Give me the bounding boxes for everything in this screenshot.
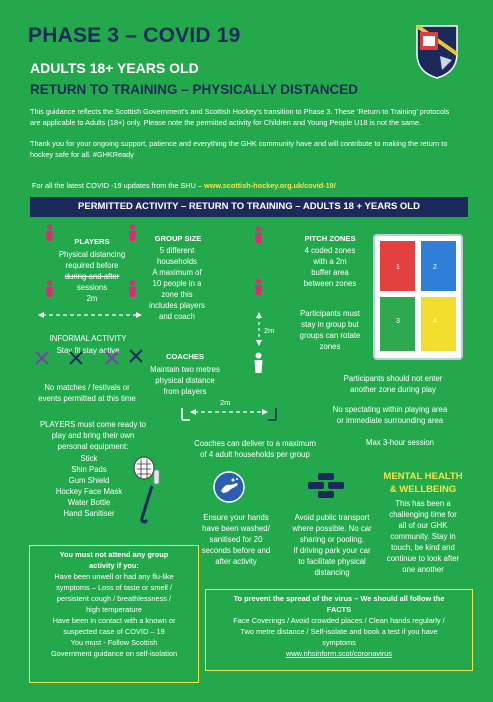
rule-line: another zone during play xyxy=(350,385,436,394)
facts-box xyxy=(205,589,473,671)
intro-paragraph-2: Thank you for your ongoing support, patience and everything the GHK community have and will contribute to making the return to hockey safe for all. #GHKReady xyxy=(30,139,448,159)
vertical-distance-arrow-icon xyxy=(255,312,263,346)
distance-label: 2m xyxy=(220,398,231,407)
equipment-item: Water Bottle xyxy=(67,498,111,507)
equipment-line: personal equipment: xyxy=(57,442,129,451)
pitch-zone-2 xyxy=(419,241,456,293)
group-size-line: households xyxy=(157,257,197,266)
coaches-line: from players xyxy=(163,387,207,396)
participants-line: zones xyxy=(319,342,341,351)
facts-line: Two metre distance / Self-isolate and book a test if you have xyxy=(240,627,438,636)
group-size-line: A maximum of xyxy=(152,268,202,277)
mental-heading-line: MENTAL HEALTH xyxy=(383,471,463,482)
player-icon xyxy=(45,224,54,242)
must-not-line: suspected case of COVID – 19 xyxy=(63,627,165,636)
informal-line: Stay fit stay active xyxy=(56,346,120,355)
players-line: 2m xyxy=(86,294,98,303)
facts-text xyxy=(206,615,472,659)
rule-no-spectating xyxy=(312,404,468,426)
equipment-item: Stick xyxy=(80,454,98,463)
equipment-list xyxy=(44,453,134,519)
section-title: RETURN TO TRAINING – PHYSICALLY DISTANCED xyxy=(30,82,359,97)
page-subtitle: ADULTS 18+ YEARS OLD xyxy=(30,60,199,76)
pitch-zones-line: with a 2m xyxy=(313,257,347,266)
coaches-deliver-line: Coaches can deliver to a maximum xyxy=(194,439,316,448)
pitch-diagram xyxy=(373,234,463,360)
must-not-line: You must - Follow Scottish xyxy=(70,638,158,647)
group-size-text xyxy=(130,245,224,322)
pitch-zones-line: buffer area xyxy=(311,268,349,277)
participants-line: Participants must xyxy=(300,309,360,318)
facts-heading-line: To prevent the spread of the virus – We should all follow the xyxy=(233,594,445,603)
players-line: required before xyxy=(65,261,119,270)
distance-arrow-icon xyxy=(38,311,142,319)
players-line: sessions xyxy=(76,283,108,292)
mental-line: touch, be kind and xyxy=(391,543,455,552)
equipment-line: PLAYERS must come ready to xyxy=(39,420,147,429)
must-not-heading-line: activity if you: xyxy=(89,561,139,570)
coach-icon xyxy=(253,352,264,374)
no-matches-line: events permitted at this time xyxy=(38,394,136,403)
pitch-zones-text xyxy=(285,245,375,289)
group-size-line: 5 different xyxy=(159,246,195,255)
coaches-deliver-line: of 4 adult households per group xyxy=(200,450,310,459)
players-line: during and after xyxy=(64,272,120,281)
must-not-line: Have been in contact with a known or xyxy=(52,616,176,625)
mental-line: all of our GHK xyxy=(398,521,448,530)
player-icon xyxy=(254,226,263,244)
informal-heading: INFORMAL ACTIVITY xyxy=(49,334,127,343)
hands-text xyxy=(190,512,282,567)
hand-washing-icon xyxy=(213,471,245,503)
updates-prefix: For all the latest COVID -19 updates from the SHU – xyxy=(32,181,204,190)
traffic-cars-icon xyxy=(306,471,346,501)
hockey-face-mask-icon xyxy=(132,456,166,524)
hands-line: seconds before and xyxy=(201,546,271,555)
mental-line: community. Stay in xyxy=(390,532,456,541)
rule-max-session: Max 3-hour session xyxy=(365,438,435,447)
nhs-inform-link[interactable]: www.nhsinform.scot/coronavirus xyxy=(286,649,392,658)
no-matches-line: No matches / festivals or xyxy=(44,383,130,392)
rule-no-zone-entry xyxy=(318,373,468,395)
transport-line: to facilitate physical xyxy=(298,557,366,566)
transport-line: sharing or pooling. xyxy=(299,535,365,544)
zone-label: 4 xyxy=(433,318,437,325)
rule-line: No spectating within playing area xyxy=(332,405,448,414)
group-size-line: and coach xyxy=(159,312,195,321)
group-size-line: includes players xyxy=(149,301,205,310)
hands-line: Ensure your hands xyxy=(203,513,269,522)
must-not-line: Government guidance on self-isolation xyxy=(50,649,178,658)
hands-line: after activity xyxy=(215,557,257,566)
group-size-line: 10 people in a xyxy=(152,279,202,288)
equipment-item: Shin Pads xyxy=(71,465,107,474)
pitch-zones-line: between zones xyxy=(303,279,357,288)
shu-covid-link[interactable]: www.scottish-hockey.org.uk/covid-19/ xyxy=(203,181,336,190)
pitch-zones-line: 4 coded zones xyxy=(304,246,356,255)
rule-line: Participants should not enter xyxy=(343,374,443,383)
must-not-attend-box xyxy=(29,545,199,683)
transport-line: If driving park your car xyxy=(293,546,371,555)
must-not-line: high temperature xyxy=(86,605,142,614)
must-not-heading-line: You must not attend any group xyxy=(59,550,169,559)
distance-label: 2m xyxy=(264,326,275,335)
club-crest-icon xyxy=(414,24,460,80)
transport-line: where possible. No car xyxy=(292,524,372,533)
equipment-line: play and bring their own xyxy=(51,431,135,440)
mental-line: This has been a xyxy=(395,499,451,508)
players-line: Physical distancing xyxy=(58,250,126,259)
mental-health-text xyxy=(374,498,472,575)
coach-distance-diagram xyxy=(180,402,280,424)
pitch-buffer xyxy=(378,291,458,297)
mental-line: one another xyxy=(402,565,444,574)
transport-line: distancing xyxy=(314,568,350,577)
group-size-line: zone this xyxy=(161,290,193,299)
zone-label: 3 xyxy=(396,318,400,325)
equipment-item: Hockey Face Mask xyxy=(55,487,123,496)
coaches-text xyxy=(130,364,240,397)
mental-line: challenging time for xyxy=(389,510,457,519)
participants-line: stay in group but xyxy=(301,320,359,329)
rule-line: or immediate surrounding area xyxy=(336,416,444,425)
coaches-line: physical distance xyxy=(155,376,215,385)
coaches-heading: COACHES xyxy=(166,352,204,361)
equipment-item: Hand Sanitiser xyxy=(63,509,115,518)
participants-text xyxy=(285,308,375,352)
mental-line: continue to look after xyxy=(386,554,460,563)
player-icon xyxy=(254,278,263,296)
transport-line: Avoid public transport xyxy=(294,513,370,522)
mental-health-heading xyxy=(378,470,468,496)
zone-label: 2 xyxy=(433,264,437,271)
coaches-line: Maintain two metres xyxy=(150,365,220,374)
must-not-line: persistent cough / breathlessness / xyxy=(56,594,172,603)
coaches-deliver-text xyxy=(180,438,330,460)
players-heading: PLAYERS xyxy=(74,237,110,246)
equipment-intro xyxy=(28,419,158,452)
intro-paragraph-1: This guidance reflects the Scottish Government's and Scottish Hockey's transition to Phase 3. These ‘Return to Training’ protocols are applicable to Adults (18+) only. Please note the permitted activity for Children and Young People U18 is not the same. xyxy=(30,107,450,127)
facts-line: symptoms xyxy=(322,638,356,647)
mental-heading-line: & WELLBEING xyxy=(389,484,457,495)
hands-line: sanitised for 20 xyxy=(209,535,263,544)
facts-heading-line: FACTS xyxy=(326,605,352,614)
facts-heading xyxy=(206,593,472,615)
permitted-activity-banner: PERMITTED ACTIVITY – RETURN TO TRAINING – ADULTS 18 + YEARS OLD xyxy=(30,197,468,217)
facts-line: Face Coverings / Avoid crowded places / Clean hands regularly / xyxy=(233,616,445,625)
hands-line: have been washed/ xyxy=(202,524,270,533)
pitch-zone-4 xyxy=(419,295,456,351)
zone-label: 1 xyxy=(396,264,400,271)
transport-text xyxy=(284,512,380,578)
must-not-line: Have been unwell or had any flu-like xyxy=(54,572,174,581)
must-not-heading xyxy=(30,549,198,571)
intro-paragraph-3 xyxy=(32,180,452,191)
must-not-text xyxy=(30,571,198,659)
equipment-item: Gum Shield xyxy=(68,476,110,485)
group-size-heading: GROUP SIZE xyxy=(154,234,202,243)
pitch-zones-heading: PITCH ZONES xyxy=(304,234,356,243)
players-text xyxy=(40,249,144,304)
must-not-line: symptoms – Loss of taste or smell / xyxy=(56,583,172,592)
page-title: PHASE 3 – COVID 19 xyxy=(28,24,241,47)
participants-line: groups can rotate xyxy=(299,331,361,340)
